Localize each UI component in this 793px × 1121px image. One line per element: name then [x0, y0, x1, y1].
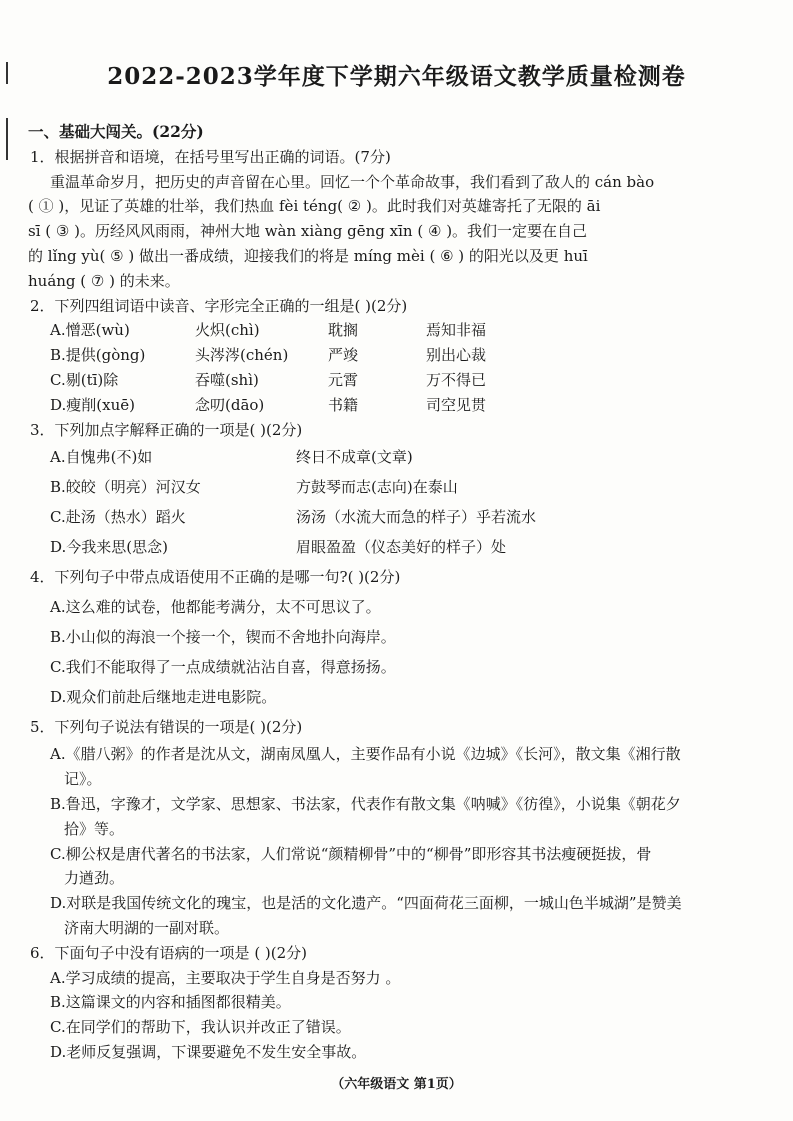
q3-option-a — [28, 442, 773, 472]
q2-d-word1: D.瘦削(xuē) — [50, 395, 135, 414]
q6-option-c: C.在同学们的帮助下，我认识并改正了错误。 — [50, 1018, 351, 1037]
q3-d-right: 眉眼盈盈（仪态美好的样子）处 — [296, 538, 507, 557]
q2-a-word4: 焉知非福 — [426, 321, 487, 340]
q3-option-b — [28, 472, 773, 502]
exam-content — [28, 120, 773, 1065]
q6-stem: 6．下面句子中没有语病的一项是 ( )(2分) — [30, 943, 308, 962]
q5-option-a-line1: A.《腊八粥》的作者是沈从文，湖南凤凰人，主要作品有小说《边城》《长河》，散文集《湘行散 — [50, 745, 681, 764]
q5-option-d-line1: D.对联是我国传统文化的瑰宝，也是活的文化遗产。“四面荷花三面柳，一城山色半城湖”是赞美 — [50, 894, 682, 913]
q2-option-c — [28, 368, 773, 393]
q5-option-b-line1: B.鲁迅，字豫才，文学家、思想家、书法家，代表作有散文集《呐喊》《彷徨》，小说集《朝花夕 — [50, 794, 681, 813]
q5-option-c-line2: 力遒劲。 — [64, 869, 125, 888]
edge-mark-middle — [6, 118, 8, 160]
q2-c-word1: C.剔(tī)除 — [50, 370, 119, 389]
q3-stem: 3．下列加点字解释正确的一项是( )(2分) — [30, 420, 303, 439]
q1-para-line1: 重温革命岁月，把历史的声音留在心里。回忆一个个革命故事，我们看到了敌人的 cán bào — [50, 172, 655, 191]
q5-stem: 5．下列句子说法有错误的一项是( )(2分) — [30, 718, 303, 737]
q1-para-line2: ( ① )，见证了英雄的壮举，我们热血 fèi téng( ② )。此时我们对英雄寄托了无限的 āi — [28, 197, 601, 216]
q3-b-right: 方鼓琴而志(志向)在泰山 — [296, 478, 458, 497]
q2-a-word3: 耽搁 — [328, 321, 359, 340]
q3-c-left: C.赴汤（热水）蹈火 — [50, 508, 186, 527]
q2-option-a — [28, 318, 773, 343]
q2-d-word2: 念叨(dāo) — [195, 395, 265, 414]
q3-a-right: 终日不成章(文章) — [296, 448, 413, 467]
q3-option-d — [28, 532, 773, 562]
q1-para-line4: 的 lǐng yù( ⑤ ) 做出一番成绩，迎接我们的将是 míng mèi ( ⑥ ) 的阳光以及更 huī — [28, 246, 588, 265]
q1-stem: 1．根据拼音和语境，在括号里写出正确的词语。(7分) — [30, 147, 391, 166]
q2-a-word2: 火炽(chì) — [195, 321, 260, 340]
q3-c-right: 汤汤（水流大而急的样子）乎若流水 — [296, 508, 537, 527]
q4-option-a: A.这么难的试卷，他都能考满分，太不可思议了。 — [50, 598, 381, 617]
q5-option-a-line2: 记》。 — [64, 770, 102, 789]
q2-a-word1: A.憎恶(wù) — [50, 321, 130, 340]
q1-para-line5: huáng ( ⑦ ) 的未来。 — [28, 271, 180, 290]
q3-d-left: D.今我来思(思念) — [50, 538, 168, 557]
q5-option-d-line2: 济南大明湖的一副对联。 — [64, 918, 230, 937]
q2-c-word3: 元霄 — [328, 370, 359, 389]
q6-option-a: A.学习成绩的提高，主要取决于学生自身是否努力 。 — [50, 968, 401, 987]
q2-stem: 2．下列四组词语中读音、字形完全正确的一组是( )(2分) — [30, 296, 408, 315]
q4-option-b: B.小山似的海浪一个接一个，锲而不舍地扑向海岸。 — [50, 628, 396, 647]
q2-option-d — [28, 393, 773, 418]
page-title: 2022-2023学年度下学期六年级语文教学质量检测卷 — [107, 63, 686, 90]
q5-option-b-line2: 拾》等。 — [64, 819, 125, 838]
q4-option-d: D.观众们前赴后继地走进电影院。 — [50, 688, 277, 707]
q2-c-word2: 吞噬(shì) — [195, 370, 259, 389]
q4-option-c: C.我们不能取得了一点成绩就沾沾自喜，得意扬扬。 — [50, 658, 396, 677]
q1-para-line3: sī ( ③ )。历经风风雨雨，神州大地 wàn xiàng gēng xīn ( ④ )。我们一定要在自己 — [28, 222, 588, 241]
q6-option-b: B.这篇课文的内容和插图都很精美。 — [50, 993, 291, 1012]
q5-option-c-line1: C.柳公权是唐代著名的书法家，人们常说“颜精柳骨”中的“柳骨”即形容其书法瘦硬挺拔，骨 — [50, 844, 652, 863]
page-footer: （六年级语文 第1页） — [331, 1077, 462, 1092]
q3-b-left: B.皎皎（明亮）河汉女 — [50, 478, 201, 497]
q2-b-word1: B.提供(gòng) — [50, 346, 146, 365]
q3-a-left: A.自愧弗(不)如 — [50, 448, 153, 467]
q2-b-word3: 严竣 — [328, 346, 359, 365]
q2-b-word2: 头涔涔(chén) — [195, 346, 289, 365]
q2-c-word4: 万不得已 — [426, 370, 487, 389]
section-heading: 一、基础大闯关。(22分) — [28, 122, 204, 141]
q2-option-b — [28, 343, 773, 368]
q2-d-word4: 司空见贯 — [426, 395, 487, 414]
q2-b-word4: 别出心裁 — [426, 346, 487, 365]
q4-stem: 4．下列句子中带点成语使用不正确的是哪一句?( )(2分) — [30, 568, 401, 587]
q6-option-d: D.老师反复强调，下课要避免不发生安全事故。 — [50, 1042, 367, 1061]
q2-d-word3: 书籍 — [328, 395, 359, 414]
q3-option-c — [28, 502, 773, 532]
